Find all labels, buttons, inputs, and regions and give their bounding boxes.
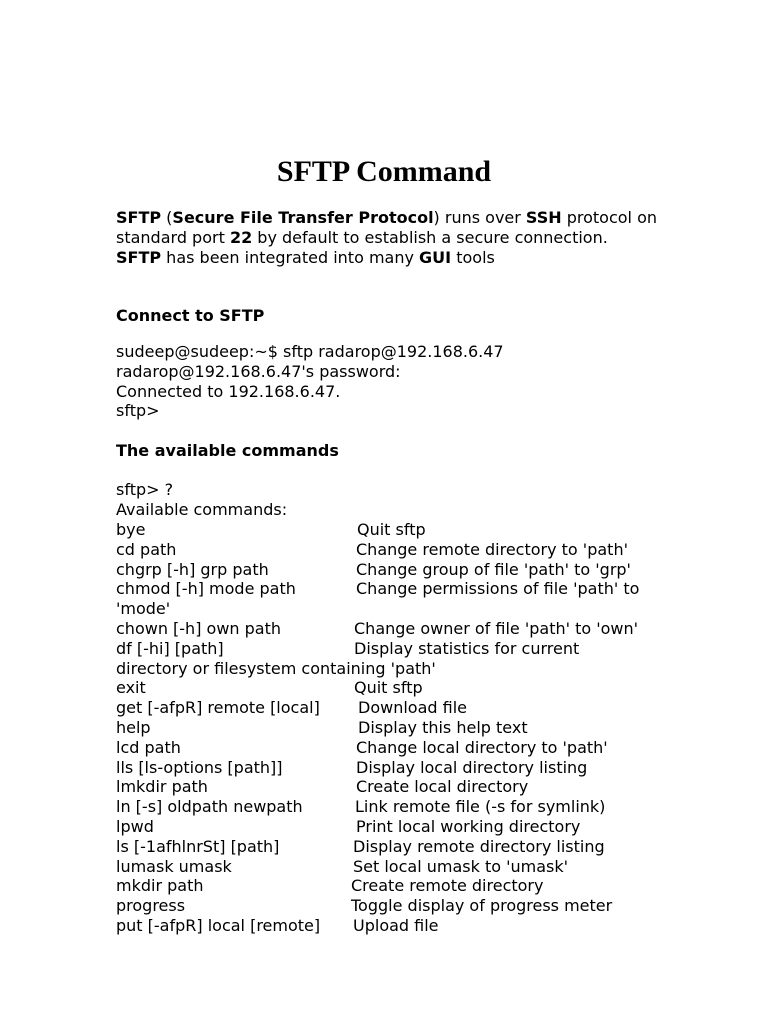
command-name: bye xyxy=(116,520,146,539)
command-row xyxy=(116,916,676,936)
command-row xyxy=(116,619,676,639)
term-secure-file-transfer-protocol: Secure File Transfer Protocol xyxy=(172,208,434,227)
command-row xyxy=(116,857,676,877)
command-row xyxy=(116,777,676,797)
command-name: exit xyxy=(116,678,146,698)
term-ssh: SSH xyxy=(525,208,562,227)
commands-prompt xyxy=(116,480,287,520)
command-name: cd path xyxy=(116,539,177,559)
connect-heading: Connect to SFTP xyxy=(116,306,265,325)
terminal-line: sftp> xyxy=(116,401,160,421)
command-description: Link remote file (-s for symlink) xyxy=(355,797,606,817)
command-name: lcd path xyxy=(116,737,181,757)
terminal-line: sftp> ? xyxy=(116,480,174,499)
command-name: chown [-h] own path xyxy=(116,619,281,638)
command-row xyxy=(116,876,676,896)
intro-text: ( xyxy=(161,208,173,227)
command-row xyxy=(116,639,676,659)
intro-text: tools xyxy=(451,247,495,267)
term-sftp: SFTP xyxy=(116,208,162,227)
command-row xyxy=(116,797,676,817)
command-name: ls [-1afhlnrSt] [path] xyxy=(116,836,280,856)
command-row xyxy=(116,758,676,778)
intro-text: standard port xyxy=(116,227,230,247)
command-name: put [-afpR] local [remote] xyxy=(116,916,321,935)
command-name: df [-hi] [path] xyxy=(116,638,224,658)
intro-paragraph xyxy=(116,208,656,267)
command-description: Set local umask to 'umask' xyxy=(353,856,569,876)
command-name: chmod [-h] mode path xyxy=(116,579,296,599)
command-row xyxy=(116,540,676,560)
term-gui: GUI xyxy=(419,247,452,267)
command-row xyxy=(116,579,676,599)
intro-text: ) runs over xyxy=(433,208,526,227)
term-sftp: SFTP xyxy=(116,247,162,267)
command-description: Display this help text xyxy=(358,718,528,737)
command-name: mkdir path xyxy=(116,876,204,896)
command-description: Upload file xyxy=(353,916,439,935)
command-description: Quit sftp xyxy=(357,520,426,539)
command-row xyxy=(116,678,676,698)
command-description: Display remote directory listing xyxy=(353,836,605,856)
command-row xyxy=(116,520,676,540)
intro-text: has been integrated into many xyxy=(161,247,420,267)
terminal-line: sudeep@sudeep:~$ sftp radarop@192.168.6.47 xyxy=(116,342,504,361)
command-name: lls [ls-options [path]] xyxy=(116,757,283,777)
terminal-line: Connected to 192.168.6.47. xyxy=(116,381,341,401)
command-name: lumask umask xyxy=(116,856,232,876)
command-description: Quit sftp xyxy=(354,678,423,698)
page-title: SFTP Command xyxy=(276,155,492,188)
intro-line xyxy=(116,248,656,268)
terminal-line: Available commands: xyxy=(116,499,288,519)
command-description: Create remote directory xyxy=(351,876,544,896)
command-description: Display local directory listing xyxy=(356,757,588,777)
command-name: lmkdir path xyxy=(116,777,208,797)
command-row xyxy=(116,698,676,718)
command-name: chgrp [-h] grp path xyxy=(116,559,269,579)
intro-line xyxy=(116,228,656,248)
command-row xyxy=(116,718,676,738)
command-description: Change remote directory to 'path' xyxy=(356,539,628,559)
intro-text: protocol on xyxy=(561,208,658,227)
connect-example xyxy=(116,342,504,421)
command-name: get [-afpR] remote [local] xyxy=(116,698,320,718)
intro-text: by default to establish a secure connection. xyxy=(252,227,608,247)
command-description: Download file xyxy=(358,698,467,718)
command-description: Change group of file 'path' to 'grp' xyxy=(356,559,631,579)
command-description-continued: 'mode' xyxy=(116,599,171,619)
command-row xyxy=(116,560,676,580)
command-description: Print local working directory xyxy=(356,817,581,836)
command-name: help xyxy=(116,718,151,737)
command-description: Create local directory xyxy=(356,777,529,797)
command-row xyxy=(116,738,676,758)
command-name: ln [-s] oldpath newpath xyxy=(116,797,303,817)
command-row xyxy=(116,817,676,837)
command-description: Change local directory to 'path' xyxy=(356,737,608,757)
terminal-line: radarop@192.168.6.47's password: xyxy=(116,361,401,381)
command-description: Toggle display of progress meter xyxy=(351,896,613,916)
command-row xyxy=(116,896,676,916)
command-description: Change permissions of file 'path' to xyxy=(356,579,640,599)
term-port: 22 xyxy=(229,227,253,247)
command-description: Change owner of file 'path' to 'own' xyxy=(354,619,639,638)
command-row xyxy=(116,837,676,857)
available-commands-heading: The available commands xyxy=(116,441,339,460)
intro-line xyxy=(116,208,656,228)
command-name: lpwd xyxy=(116,817,154,836)
command-description-continued: directory or filesystem containing 'path' xyxy=(116,658,436,678)
command-name: progress xyxy=(116,896,186,916)
command-description: Display statistics for current xyxy=(354,638,580,658)
